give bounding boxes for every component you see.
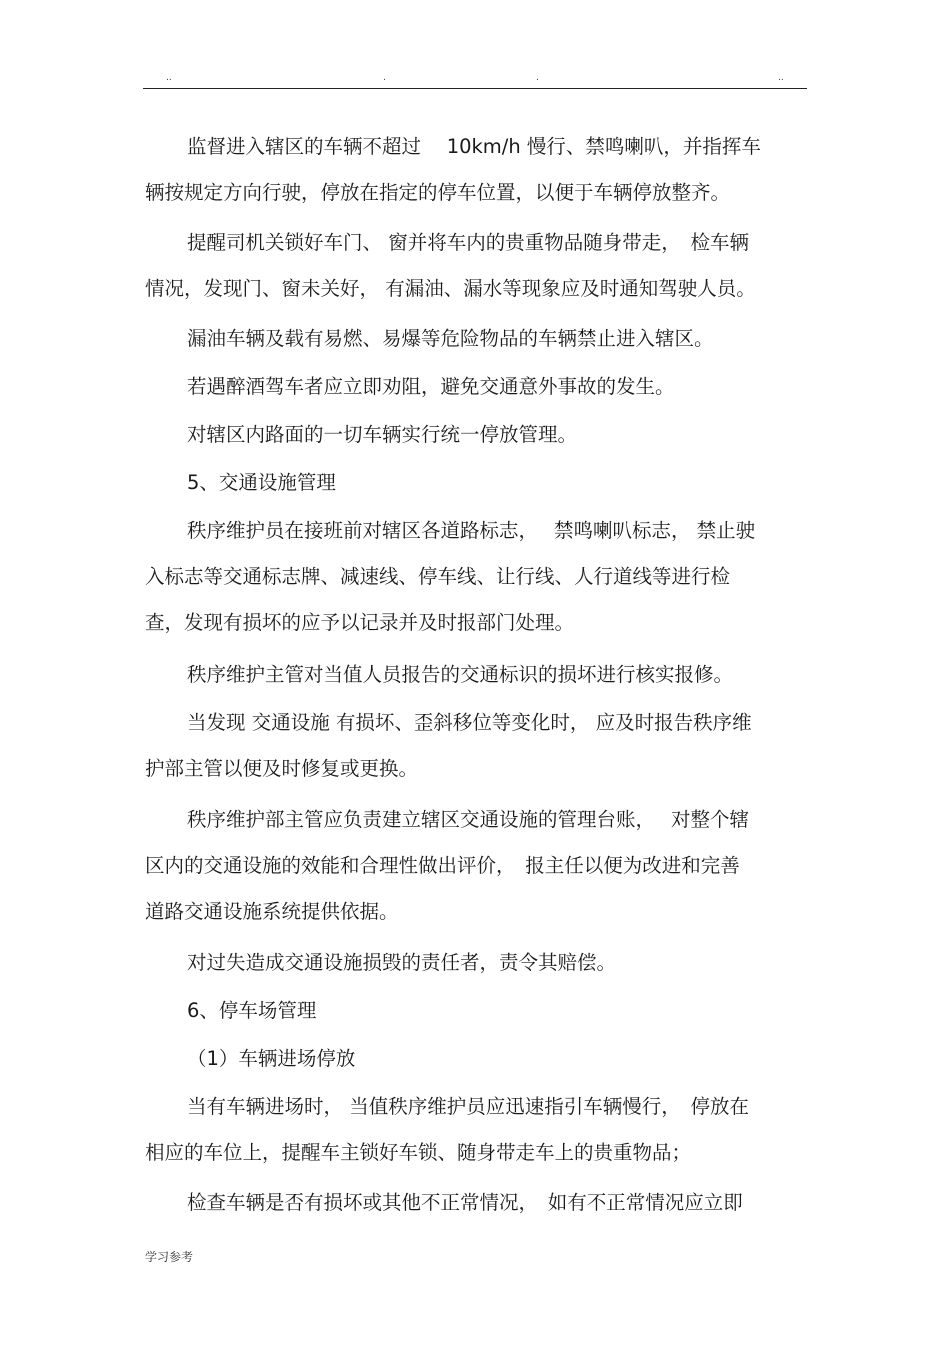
header-mark: . bbox=[536, 73, 539, 83]
text-line: 当有车辆进场时， 当值秩序维护员应迅速指引车辆慢行， 停放在 bbox=[187, 1095, 749, 1118]
text-line: 对过失造成交通设施损毁的责任者，责令其赔偿。 bbox=[187, 951, 617, 974]
sub-heading bbox=[145, 1036, 807, 1082]
paragraph bbox=[145, 652, 807, 698]
text-line: 当发现 交通设施 有损坏、歪斜移位等变化时， 应及时报告秩序维 bbox=[187, 711, 752, 734]
page-footer: 学习参考 bbox=[145, 1250, 194, 1264]
heading-text: 5、交通设施管理 bbox=[187, 471, 336, 494]
text-line: 区内的交通设施的效能和合理性做出评价， 报主任以便为改进和完善 bbox=[145, 854, 740, 877]
paragraph bbox=[145, 940, 807, 986]
text-line: 相应的车位上，提醒车主锁好车锁、随身带走车上的贵重物品； bbox=[145, 1141, 692, 1164]
text-line: 若遇醉酒驾车者应立即劝阻，避免交通意外事故的发生。 bbox=[187, 375, 675, 398]
text-line: 护部主管以便及时修复或更换。 bbox=[145, 757, 419, 780]
paragraph bbox=[145, 508, 807, 646]
text-line: 秩序维护部主管应负责建立辖区交通设施的管理台账， 对整个辖 bbox=[187, 808, 749, 831]
paragraph bbox=[145, 412, 807, 458]
paragraph bbox=[145, 124, 807, 216]
text-line: 监督进入辖区的车辆不超过 10km/h 慢行、禁鸣喇叭，并指挥车 bbox=[187, 135, 761, 158]
text-line: 秩序维护员在接班前对辖区各道路标志， 禁鸣喇叭标志， 禁止驶 bbox=[187, 519, 756, 542]
text-line: 入标志等交通标志牌、减速线、停车线、让行线、人行道线等进行检 bbox=[145, 565, 731, 588]
paragraph bbox=[145, 1084, 807, 1176]
page-header-marks bbox=[0, 74, 950, 86]
text-line: 查，发现有损坏的应予以记录并及时报部门处理。 bbox=[145, 611, 575, 634]
text-line: 辆按规定方向行驶，停放在指定的停车位置，以便于车辆停放整齐。 bbox=[145, 181, 731, 204]
text-line: 秩序维护主管对当值人员报告的交通标识的损坏进行核实报修。 bbox=[187, 663, 734, 686]
paragraph bbox=[145, 220, 807, 312]
header-mark: .. bbox=[166, 73, 172, 83]
text-line: 检查车辆是否有损坏或其他不正常情况， 如有不正常情况应立即 bbox=[187, 1191, 743, 1214]
heading-text: 6、停车场管理 bbox=[187, 999, 317, 1022]
heading-text: （1）车辆进场停放 bbox=[187, 1047, 356, 1070]
paragraph bbox=[145, 364, 807, 410]
paragraph bbox=[145, 797, 807, 935]
header-divider bbox=[143, 88, 807, 89]
text-line: 对辖区内路面的一切车辆实行统一停放管理。 bbox=[187, 423, 578, 446]
section-heading bbox=[145, 988, 807, 1034]
text-line: 情况，发现门、窗未关好， 有漏油、漏水等现象应及时通知驾驶人员。 bbox=[145, 277, 756, 300]
section-heading bbox=[145, 460, 807, 506]
paragraph bbox=[145, 700, 807, 792]
header-mark: . bbox=[383, 73, 386, 83]
text-line: 提醒司机关锁好车门、 窗并将车内的贵重物品随身带走， 检车辆 bbox=[187, 231, 749, 254]
text-line: 漏油车辆及载有易燃、易爆等危险物品的车辆禁止进入辖区。 bbox=[187, 327, 714, 350]
paragraph bbox=[145, 316, 807, 362]
header-mark: .. bbox=[778, 73, 784, 83]
paragraph bbox=[145, 1180, 807, 1226]
text-line: 道路交通设施系统提供依据。 bbox=[145, 900, 399, 923]
